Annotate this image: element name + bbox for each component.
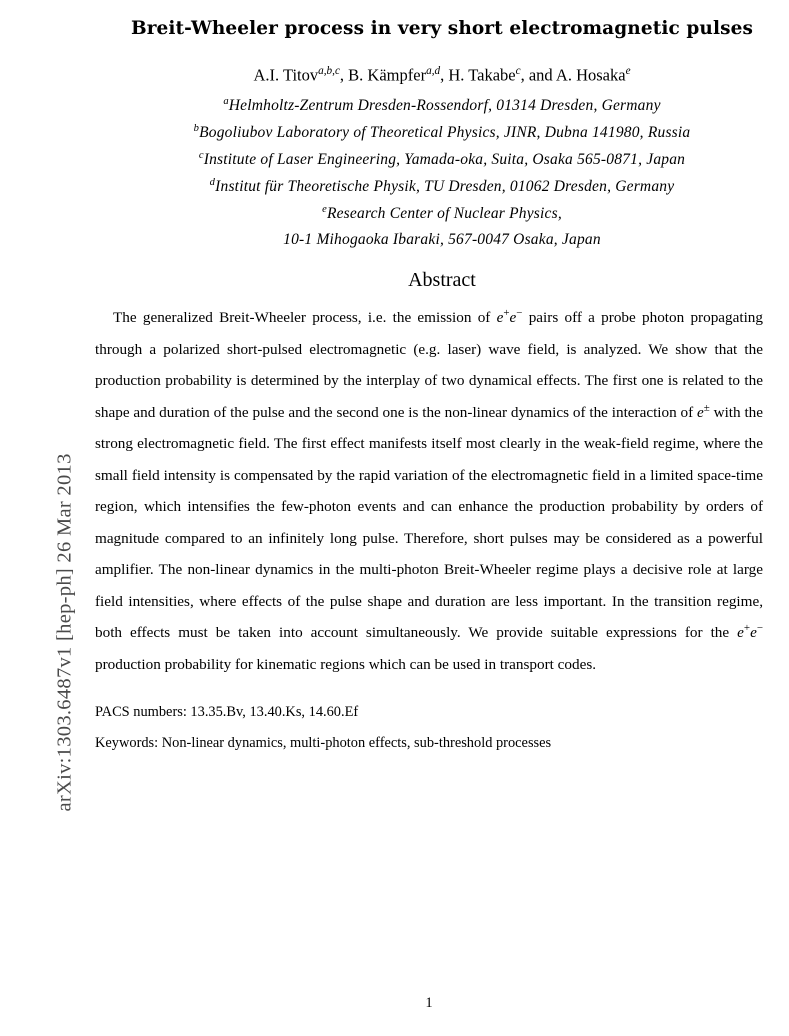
abstract-segment-2: pairs off a probe photon propagating through a polarized short-pulsed electromagnetic (e.g. laser) wave field, is analyzed. We show that the production probability is determined by the interplay of two dynamical effects. The first one is related to the shape and duration of the pulse and the second one is the non-linear dynamics of the interaction of (95, 309, 763, 421)
pacs-numbers: PACS numbers: 13.35.Bv, 13.40.Ks, 14.60.Ef (95, 704, 359, 721)
affiliation-text-e: Research Center of Nuclear Physics, (326, 205, 562, 223)
abstract-text (95, 302, 763, 680)
affiliation-c (95, 150, 789, 169)
affiliation-mark-a: a (223, 95, 229, 107)
affiliation-mark-b: b (193, 122, 200, 134)
author-name-4: , and A. Hosaka (520, 65, 626, 85)
abstract-segment-1: The generalized Breit-Wheeler process, i.e. the emission of (113, 309, 497, 327)
affiliation-d (95, 177, 789, 196)
abstract-segment-3: with the strong electromagnetic field. The first effect manifests itself most clearly in the weak-field regime, where the small field intensity is compensated by the rapid variation of the electromagnetic field in a limited space-time region, which intensifies the few-photon events and can enhance the production probability by orders of magnitude compared to an infinitely long pulse. Therefore, short pulses may be considered as a powerful amplifier. The non-linear dynamics in the multi-photon Breit-Wheeler regime plays a decisive role at large field intensities, where effects of the pulse shape and duration are less important. In the transition regime, both effects must be taken into account simultaneously. We provide suitable expressions for the (95, 403, 763, 642)
affiliation-text-d: Institut für Theoretische Physik, TU Dresden, 01062 Dresden, Germany (215, 178, 675, 196)
author-affil-marks-1: a,b,c (318, 65, 340, 77)
affiliation-text-a: Helmholtz-Zentrum Dresden-Rossendorf, 01314 Dresden, Germany (228, 96, 661, 114)
affiliation-e (95, 204, 789, 223)
author-affil-marks-2: a,d (426, 65, 441, 77)
author-name-1: A.I. Titov (253, 65, 319, 85)
affiliation-b (95, 123, 789, 142)
keywords: Keywords: Non-linear dynamics, multi-photon effects, sub-threshold processes (95, 734, 552, 751)
author-name-2: , B. Kämpfer (339, 65, 427, 85)
affiliation-mark-d: d (209, 176, 216, 188)
affiliation-text-e-line2: 10-1 Mihogaoka Ibaraki, 567-0047 Osaka, Japan (283, 231, 601, 249)
page-number: 1 (425, 995, 433, 1011)
abstract-segment-4: production probability for kinematic regions which can be used in transport codes. (95, 655, 597, 673)
abstract-heading: Abstract (408, 269, 476, 292)
affiliation-text-b: Bogoliubov Laboratory of Theoretical Physics, JINR, Dubna 141980, Russia (199, 123, 691, 141)
affiliation-a (95, 96, 789, 115)
author-affil-marks-3: c (515, 65, 521, 77)
author-name-3: , H. Takabe (440, 65, 516, 85)
author-affil-marks-4: e (625, 65, 631, 77)
abstract-inline-math-1: e+e− (496, 307, 523, 327)
abstract-inline-math-2: e± (697, 401, 710, 421)
arxiv-identifier-stamp (0, 0, 95, 1036)
paper-page (95, 0, 789, 1036)
affiliation-mark-c: c (198, 149, 204, 161)
author-list (95, 65, 789, 86)
page-title: Breit-Wheeler process in very short electromagnetic pulses (130, 18, 754, 39)
affiliation-e-line2 (95, 231, 789, 249)
abstract-inline-math-3: e+e− (737, 622, 763, 642)
arxiv-identifier-text: arXiv:1303.6487v1 [hep-ph] 26 Mar 2013 (53, 453, 76, 812)
paper-metadata (95, 698, 789, 758)
affiliation-mark-e: e (322, 204, 327, 216)
affiliation-text-c: Institute of Laser Engineering, Yamada-oka, Suita, Osaka 565-0871, Japan (203, 150, 686, 168)
